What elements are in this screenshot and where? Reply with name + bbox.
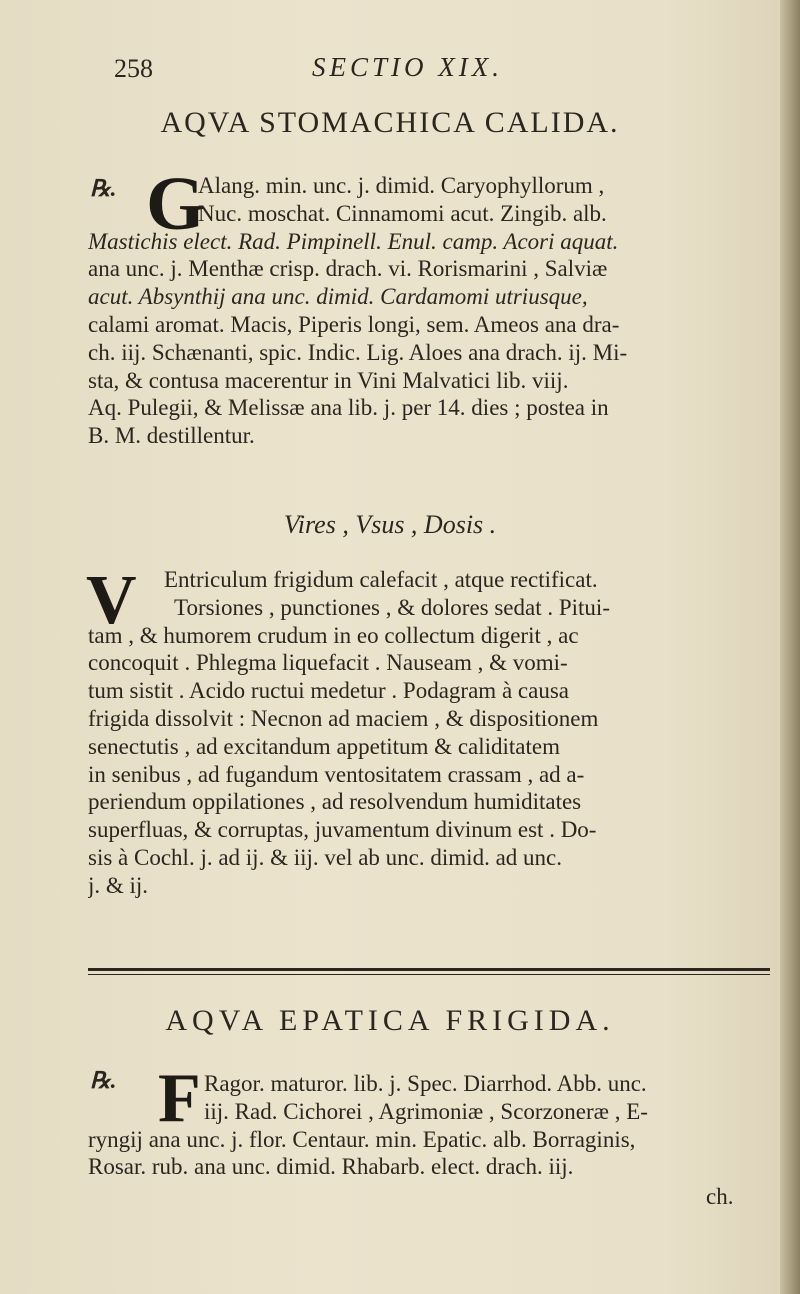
page-number: 258 xyxy=(114,54,153,83)
virtues-heading: Vires , Vsus , Dosis . xyxy=(283,510,497,539)
recipe-line: ch. iij. Schænanti, spic. Indic. Lig. Aloes ana drach. ij. Mi- xyxy=(88,339,628,365)
section-divider-thin xyxy=(88,974,770,975)
recipe-sign: ℞. xyxy=(90,1068,117,1093)
recipe-title-stomachica: AQVA STOMACHICA CALIDA. xyxy=(160,106,620,139)
running-header xyxy=(0,48,780,88)
virtues-line: periendum oppilationes , ad resolvendum humiditates xyxy=(88,789,582,815)
virtues-line: sis à Cochl. j. ad ij. & iij. vel ab unc. dimid. ad unc. xyxy=(88,844,562,870)
recipe-line: ana unc. j. Menthæ crisp. drach. vi. Rorismarini , Salviæ xyxy=(88,256,608,282)
recipe-line: Aq. Pulegii, & Melissæ ana lib. j. per 14. dies ; postea in xyxy=(88,395,609,421)
recipe-line: sta, & contusa macerentur in Vini Malvatici lib. viij. xyxy=(88,367,569,393)
recipe-line: Rosar. rub. ana unc. dimid. Rhabarb. elect. drach. iij. xyxy=(88,1154,574,1180)
recipe-sign: ℞. xyxy=(90,176,117,201)
virtues-line: concoquit . Phlegma liquefacit . Nauseam , & vomi- xyxy=(88,650,568,676)
recipe-line: calami aromat. Macis, Piperis longi, sem. Ameos ana dra- xyxy=(88,311,620,337)
section-heading: SECTIO XIX. xyxy=(312,52,503,82)
recipe-line: iij. Rad. Cichorei , Agrimoniæ , Scorzoneræ , E- xyxy=(204,1098,648,1124)
recipe-line: Nuc. moschat. Cinnamomi acut. Zingib. alb. xyxy=(198,200,607,226)
recipe-line: B. M. destillentur. xyxy=(88,423,255,449)
recipe-line: Mastichis elect. Rad. Pimpinell. Enul. camp. Acori aquat. xyxy=(88,228,619,254)
drop-capital-g: G xyxy=(146,162,206,246)
virtues-line: Torsiones , punctiones , & dolores sedat . Pitui- xyxy=(174,594,610,620)
virtues-line: j. & ij. xyxy=(88,872,149,898)
recipe-title-epatica: AQVA EPATICA FRIGIDA. xyxy=(165,1004,615,1037)
virtues-line: frigida dissolvit : Necnon ad maciem , & dispositionem xyxy=(88,705,599,731)
catchword: ch. xyxy=(706,1184,734,1209)
recipe-line: Alang. min. unc. j. dimid. Caryophyllorum , xyxy=(198,173,605,198)
drop-capital-v: V xyxy=(86,562,137,639)
virtues-line: Entriculum frigidum calefacit , atque rectificat. xyxy=(164,567,598,592)
book-gutter xyxy=(780,0,800,1294)
drop-capital-f: F xyxy=(158,1060,201,1137)
recipe-body-stomachica xyxy=(88,172,768,450)
recipe-line: Ragor. maturor. lib. j. Spec. Diarrhod. Abb. unc. xyxy=(204,1071,647,1096)
virtues-line: tum sistit . Acido ructui medetur . Podagram à causa xyxy=(88,678,569,704)
virtues-line: tam , & humorem crudum in eo collectum digerit , ac xyxy=(88,622,579,648)
virtues-line: superfluas, & corruptas, juvamentum divinum est . Do- xyxy=(88,817,597,843)
virtues-line: senectutis , ad excitandum appetitum & caliditatem xyxy=(88,733,560,759)
section-divider-thick xyxy=(88,968,770,971)
virtues-body xyxy=(86,562,768,900)
recipe-body-epatica xyxy=(88,1070,768,1181)
recipe-line: acut. Absynthij ana unc. dimid. Cardamomi utriusque, xyxy=(88,284,588,310)
recipe-line: ryngij ana unc. j. flor. Centaur. min. Epatic. alb. Borraginis, xyxy=(88,1126,636,1152)
virtues-line: in senibus , ad fugandum ventositatem crassam , ad a- xyxy=(88,761,585,787)
